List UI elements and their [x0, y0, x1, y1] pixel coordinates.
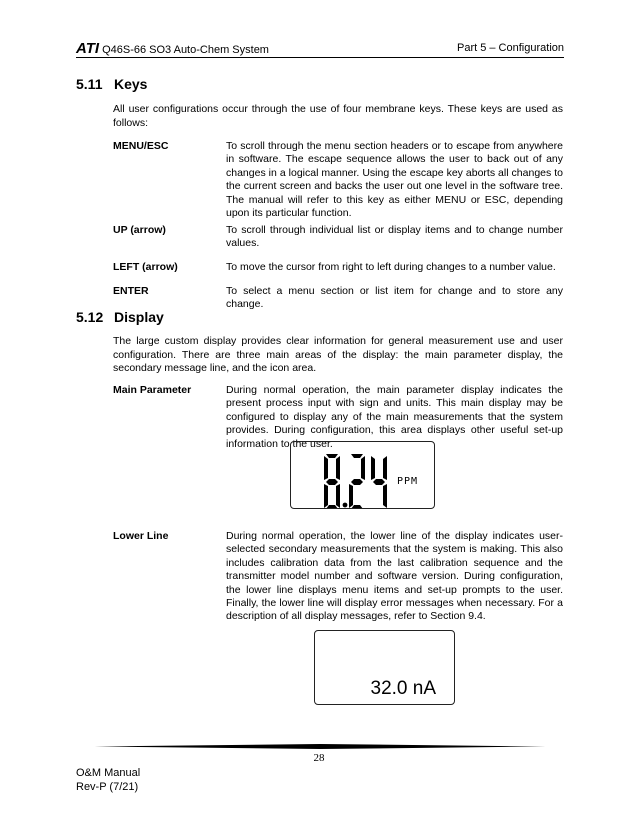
ati-logo: ATI: [76, 40, 100, 57]
lcd-digit-4: [371, 456, 387, 508]
footer-manual-label: O&M Manual: [76, 767, 141, 779]
section-number: 5.11: [76, 76, 103, 92]
lower-line-lcd-display: [314, 630, 455, 705]
section-number: 5.12: [76, 309, 104, 325]
definition-left-arrow: To move the cursor from right to left during changes to a number value.: [226, 261, 556, 273]
section-title: Display: [114, 309, 164, 325]
main-parameter-lcd-display: [290, 441, 435, 509]
lcd-digit-8: [324, 454, 340, 508]
document-header-part: Part 5 – Configuration: [456, 42, 564, 54]
definition-lower-line: During normal operation, the lower line of the display indicates user-selected secondary measurements that the system is making. This also includes calibration data from the last calibration sequence and the transmitter model number and software version. During configuration, the lower line displays menu items and set-up prompts to the user. Finally, the lower line will display error messages when necessary. For a description of all display messages, refer to Section 9.4.: [226, 530, 563, 623]
lcd-unit-label: PPM: [397, 476, 419, 487]
definition-up-arrow: To scroll through individual list or display items and to change number values.: [226, 224, 563, 250]
lcd-lower-line-text: 32.0 nA: [370, 678, 436, 699]
section-intro-keys: All user configurations occur through the use of four membrane keys. These keys are used as follows:: [113, 103, 563, 129]
definition-menu-esc: To scroll through the menu section headers or to escape from anywhere in software. The escape sequence allows the user to back out of any changes in a logical manner. Using the escape key aborts all changes to the current screen and backs the user out one level in the software tree. The manual will refer to this key as either MENU or ESC, depending upon its particular function.: [226, 140, 563, 220]
footer-divider: [94, 744, 546, 749]
page-number: 28: [313, 752, 325, 764]
definition-enter: To select a menu section or list item for change and to store any change.: [226, 285, 563, 311]
section-title: Keys: [114, 76, 148, 92]
definition-main-parameter: During normal operation, the main parameter display indicates the present process input with sign and units. This main display may be configured to display any of the main measurements that the system provides. During configuration, this area displays other useful set-up information to the user.: [226, 384, 563, 450]
term-lower-line: Lower Line: [113, 530, 169, 542]
document-header-title: [76, 40, 269, 57]
product-name: Q46S-66 SO3 Auto-Chem System: [102, 44, 269, 56]
lcd-digit-2: [349, 454, 365, 508]
section-intro-display: The large custom display provides clear information for general measurement use and user configuration. There are three main areas of the display: the main parameter display, the secondary message line, and the icon area.: [113, 335, 563, 375]
term-main-parameter: Main Parameter: [113, 384, 192, 396]
term-menu-esc: MENU/ESC: [113, 140, 169, 152]
section-heading-keys: [76, 76, 147, 92]
footer-revision: Rev-P (7/21): [76, 781, 139, 793]
header-divider: [76, 57, 564, 58]
term-up-arrow: UP (arrow): [113, 224, 166, 236]
lcd-decimal-point: [343, 503, 348, 508]
seven-segment-readout: [291, 442, 434, 508]
term-left-arrow: LEFT (arrow): [113, 261, 178, 273]
term-enter: ENTER: [113, 285, 149, 297]
section-heading-display: [76, 309, 164, 325]
